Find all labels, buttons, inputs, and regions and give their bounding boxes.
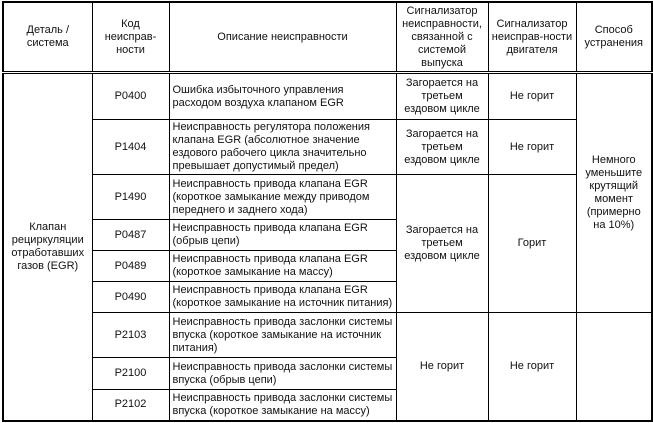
- code-cell: P0487: [92, 220, 169, 251]
- description-cell: Неисправность привода клапана EGR (обрыв цепи): [169, 220, 396, 251]
- engine-indicator-cell: Не горит: [488, 313, 576, 421]
- system-cell: Клапан рециркуляции отработавших газов (EGR): [3, 73, 92, 421]
- code-cell: P0400: [92, 73, 169, 120]
- table-row: [3, 73, 652, 120]
- description-cell: Неисправность привода клапана EGR (короткое замыкание на массу): [169, 251, 396, 282]
- table-row: [3, 313, 652, 358]
- description-cell: Неисправность привода клапана EGR (короткое замыкание на источник питания): [169, 282, 396, 313]
- header-system: Деталь / система: [3, 2, 92, 73]
- engine-indicator-cell: Не горит: [488, 73, 576, 120]
- header-exhaust-indicator: Сигнализатор неисправности, связанной с системой выпуска: [396, 2, 488, 73]
- engine-indicator-cell: Не горит: [488, 120, 576, 175]
- code-cell: P1490: [92, 175, 169, 220]
- header-code: Код неисправ-ности: [92, 2, 169, 73]
- description-cell: Неисправность привода заслонки системы впуска (короткое замыкание на массу): [169, 390, 396, 421]
- table-row: [3, 175, 652, 220]
- exhaust-indicator-cell: Не горит: [396, 313, 488, 421]
- exhaust-indicator-cell: Загорается на третьем ездовом цикле: [396, 73, 488, 120]
- code-cell: P0489: [92, 251, 169, 282]
- description-cell: Неисправность привода заслонки системы впуска (короткое замыкание на источник питания): [169, 313, 396, 358]
- header-fix: Способ устранения: [576, 2, 652, 73]
- code-cell: P0490: [92, 282, 169, 313]
- description-cell: Неисправность привода заслонки системы впуска (обрыв цепи): [169, 358, 396, 390]
- exhaust-indicator-cell: Загорается на третьем ездовом цикле: [396, 175, 488, 313]
- fault-code-table: [2, 1, 653, 422]
- code-cell: P2100: [92, 358, 169, 390]
- fix-cell-empty: [576, 313, 652, 421]
- description-cell: Неисправность привода клапана EGR (короткое замыкание между приводом переднего и заднего хода): [169, 175, 396, 220]
- fix-cell: Немного уменьшите крутящий момент (примерно на 10%): [576, 73, 652, 313]
- header-row: [3, 2, 652, 73]
- header-engine-indicator: Сигнализатор неисправ-ности двигателя: [488, 2, 576, 73]
- code-cell: P2102: [92, 390, 169, 421]
- description-cell: Неисправность регулятора положения клапана EGR (абсолютное значение ездового рабочего цикла значительно превышает допустимый предел): [169, 120, 396, 175]
- code-cell: P2103: [92, 313, 169, 358]
- table-row: [3, 120, 652, 175]
- engine-indicator-cell: Горит: [488, 175, 576, 313]
- exhaust-indicator-cell: Загорается на третьем ездовом цикле: [396, 120, 488, 175]
- description-cell: Ошибка избыточного управления расходом воздуха клапаном EGR: [169, 73, 396, 120]
- code-cell: P1404: [92, 120, 169, 175]
- header-description: Описание неисправности: [169, 2, 396, 73]
